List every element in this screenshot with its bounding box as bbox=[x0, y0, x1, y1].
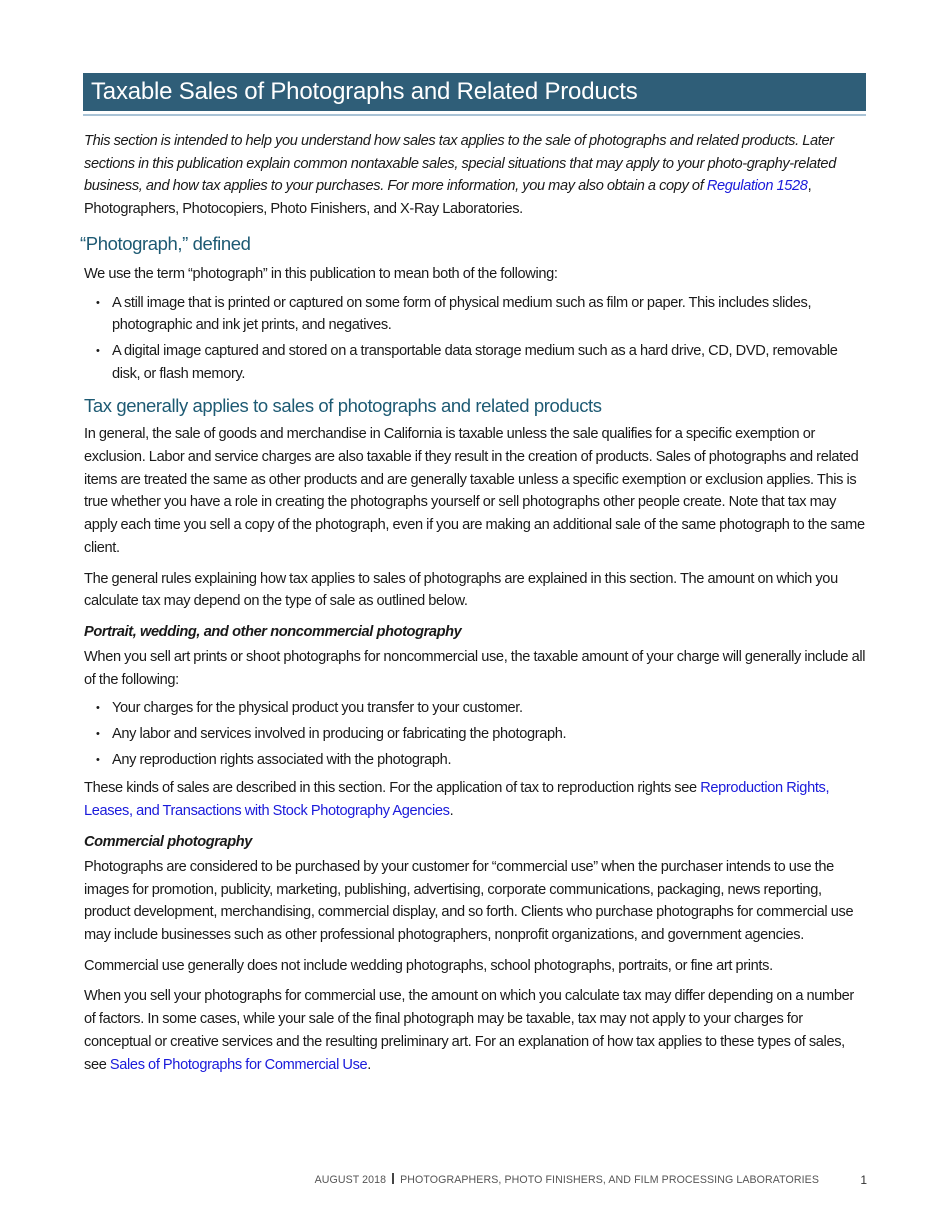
footer-publication: PHOTOGRAPHERS, PHOTO FINISHERS, AND FILM PROCESSING LABORATORIES bbox=[400, 1174, 819, 1186]
footer-text bbox=[315, 1172, 819, 1188]
closing-text: These kinds of sales are described in this section. For the application of tax to reproduction rights see bbox=[84, 780, 701, 797]
intro-text: This section is intended to help you understand how sales tax applies to the sale of photographs and related products. Later sections in this publication explain common nontaxable sales, special situations that may apply to your photo-graphy-related business, and how tax applies to your purchases. For more information, you may also obtain a copy of bbox=[84, 133, 836, 195]
definition-lead: We use the term “photograph” in this publication to mean both of the following: bbox=[84, 265, 558, 282]
noncommercial-lead: When you sell art prints or shoot photographs for noncommercial use, the taxable amount of your charge will generally include all of the following: bbox=[84, 648, 866, 688]
bullet-icon: • bbox=[96, 344, 100, 357]
bullet-icon: • bbox=[96, 753, 100, 766]
commercial-paragraph-2: Commercial use generally does not include wedding photographs, school photographs, portraits, or fine art prints. bbox=[84, 957, 773, 974]
list-item-text: A digital image captured and stored on a transportable data storage medium such as a hard drive, CD, DVD, removable disk, or flash memory. bbox=[112, 342, 838, 382]
title-underline-rule bbox=[83, 114, 866, 116]
commercial-paragraph-3-end: . bbox=[367, 1056, 371, 1073]
bullet-icon: • bbox=[96, 702, 100, 715]
tax-paragraph-1: In general, the sale of goods and merchandise in California is taxable unless the sale qualifies for a specific exemption or exclusion. Labor and service charges are also taxable if they result in the creation of products. Sales of photographs and related items are treated the same as other products and are generally taxable unless a specific exemption or exclusion applies. This is true whether you have a role in creating the photographs yourself or sell photographs other people create. Note that tax may apply each time you sell a copy of the photograph, even if you are making an additional sale of the same photograph to the same client. bbox=[84, 426, 865, 556]
content-body bbox=[80, 130, 866, 1084]
list-item-text: Your charges for the physical product you transfer to your customer. bbox=[112, 700, 523, 717]
intro-paragraph bbox=[84, 130, 866, 221]
regulation-1528-link[interactable]: Regulation 1528 bbox=[706, 178, 808, 195]
page-number: 1 bbox=[860, 1173, 867, 1187]
subheading-commercial: Commercial photography bbox=[84, 833, 252, 850]
list-item-text: Any labor and services involved in producing or fabricating the photograph. bbox=[112, 726, 567, 743]
bullet-icon: • bbox=[96, 296, 100, 309]
list-item bbox=[84, 292, 866, 337]
page-title: Taxable Sales of Photographs and Related Products bbox=[91, 78, 638, 105]
list-item bbox=[84, 697, 866, 720]
intro-after-link: , Photographers, Photocopiers, Photo Finishers, and X-Ray Laboratories. bbox=[84, 178, 812, 218]
commercial-paragraph-1: Photographs are considered to be purchased by your customer for “commercial use” when the purchaser intends to use the images for promotion, publicity, marketing, publishing, advertising, corporate communications, packaging, news reporting, product development, merchandising, commercial display, and so forth. Clients who purchase photographs for commercial use may include businesses such as other professional photographers, nonprofit organizations, and government agencies. bbox=[84, 858, 854, 943]
footer-separator bbox=[392, 1173, 394, 1184]
commercial-use-link[interactable]: Sales of Photographs for Commercial Use bbox=[109, 1056, 368, 1073]
list-item bbox=[84, 723, 866, 746]
list-item bbox=[84, 340, 866, 385]
list-item-text: A still image that is printed or captured on some form of physical medium such as film or paper. This includes slides, photographic and ink jet prints, and negatives. bbox=[112, 294, 812, 334]
page-title-bar bbox=[83, 73, 866, 111]
noncommercial-closing bbox=[84, 777, 866, 822]
footer-date: AUGUST 2018 bbox=[314, 1174, 387, 1186]
definition-list bbox=[84, 292, 866, 386]
bullet-icon: • bbox=[96, 728, 100, 741]
noncommercial-list bbox=[84, 697, 866, 771]
list-item-text: Any reproduction rights associated with the photograph. bbox=[112, 751, 452, 768]
list-item bbox=[84, 749, 866, 772]
page-footer bbox=[0, 1172, 950, 1188]
section-heading-photograph-defined: “Photograph,” defined bbox=[80, 232, 251, 254]
subheading-noncommercial: Portrait, wedding, and other noncommercial photography bbox=[84, 623, 462, 640]
tax-paragraph-2: The general rules explaining how tax applies to sales of photographs are explained in this section. The amount on which you calculate tax may depend on the type of sale as outlined below. bbox=[84, 570, 838, 610]
commercial-paragraph-3 bbox=[84, 985, 866, 1076]
section-heading-tax-applies: Tax generally applies to sales of photographs and related products bbox=[84, 395, 602, 417]
commercial-paragraph-3-text: When you sell your photographs for commercial use, the amount on which you calculate tax may differ depending on a number of factors. In some cases, while your sale of the final photograph may be taxable, tax may not apply to your charges for conceptual or creative services and the resulting preliminary art. For an explanation of how tax applies to these types of sales, see bbox=[84, 988, 854, 1073]
closing-end: . bbox=[449, 803, 454, 820]
reproduction-rights-link[interactable]: Reproduction Rights, Leases, and Transactions with Stock Photography Agencies bbox=[84, 780, 830, 820]
